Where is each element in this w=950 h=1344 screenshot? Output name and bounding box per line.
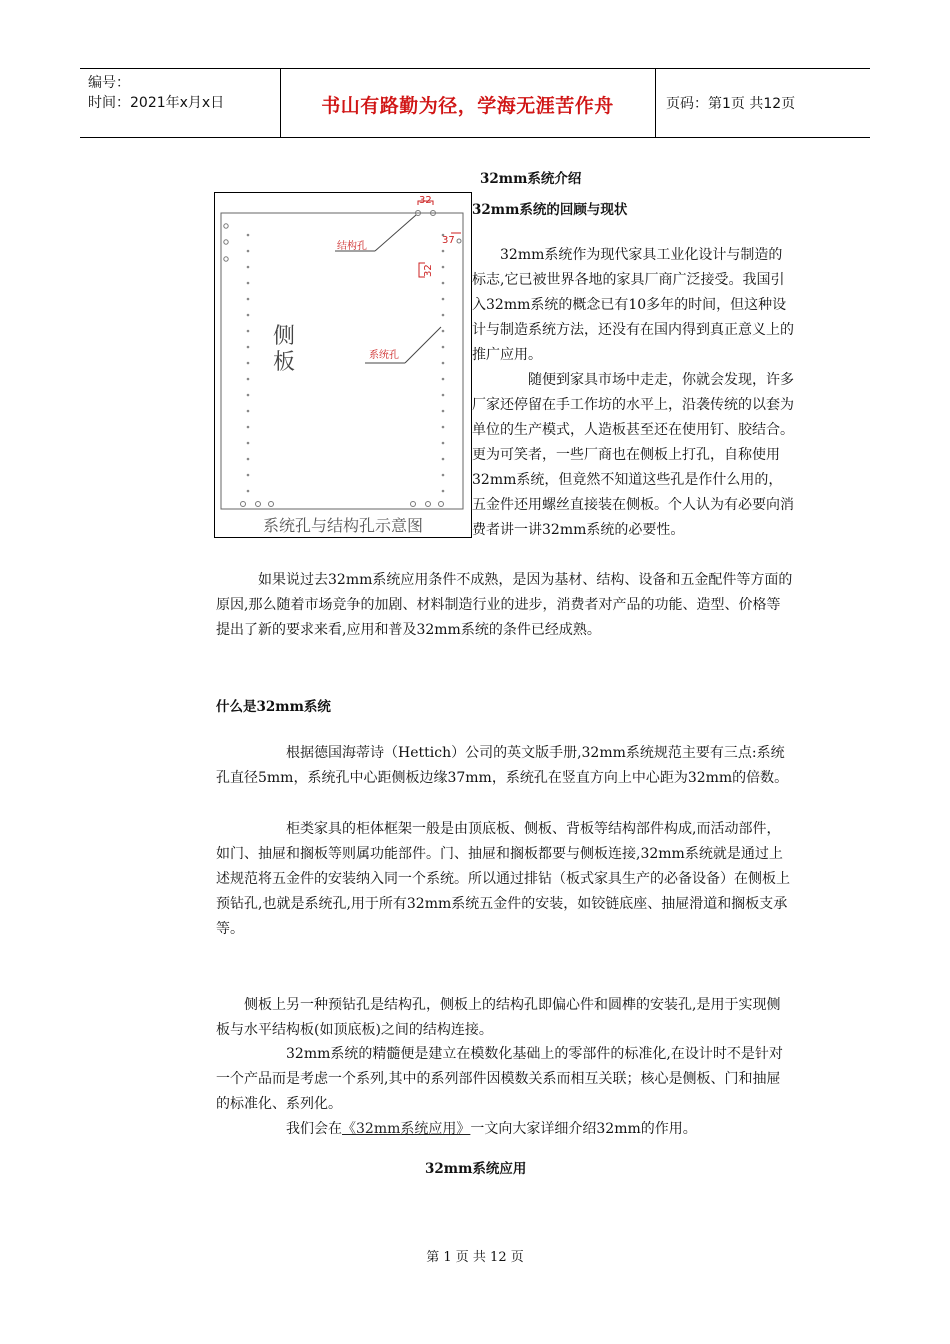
paragraph xyxy=(214,368,794,543)
header-divider xyxy=(655,69,656,137)
paragraph xyxy=(472,243,794,368)
dim-side-label: 32 xyxy=(423,264,434,277)
paragraph-text: 随便到家具市场中走走，你就会发现，许多厂家还停留在手工作坊的水平上，沿袭传统的以套为单位的生产模式，人造板甚至还在使用钉、胶结合。更为可笑者，一些厂商也在侧板上打孔，自称使用32mm系统，但竟然不知道这些孔是作什么用的，五金件还用螺丝直接装在侧板。个人认为有必要向消费者讲一讲32mm系统的必要性。 xyxy=(472,372,794,538)
header-page-number: 页码：第1页 共12页 xyxy=(666,96,796,112)
header-number: 编号： xyxy=(88,75,130,91)
dim-top-label: 32 xyxy=(419,195,432,206)
struct-hole-label: 结构孔 xyxy=(337,241,367,252)
panel-label-top: 侧 xyxy=(273,324,296,349)
paragraph-text: 柜类家具的柜体框架一般是由顶底板、侧板、背板等结构部件构成,而活动部件，如门、抽屉和搁板等则属功能部件。门、抽屉和搁板都要与侧板连接,32mm系统就是通过上述规范将五金件的安装纳入同一个系统。所以通过排钻（板式家具生产的必备设备）在侧板上预钻孔,也就是系统孔,用于所有32mm系统五金件的安装，如铰链底座、抽屉滑道和搁板支承等。 xyxy=(216,821,790,937)
panel-label-bottom: 板 xyxy=(273,350,296,375)
figure-caption: 系统孔与结构孔示意图 xyxy=(262,516,424,535)
article-link[interactable]: 《32mm系统应用》 xyxy=(342,1121,471,1137)
paragraph-indent-spacer xyxy=(214,368,472,543)
paragraph xyxy=(216,741,794,791)
page-footer: 第 1 页 共 12 页 xyxy=(426,1250,524,1265)
paragraph-text: 一文向大家详细介绍32mm的作用。 xyxy=(470,1121,697,1137)
paragraph-text: 如果说过去32mm系统应用条件不成熟，是因为基材、结构、设备和五金配件等方面的原因,那么随着市场竞争的加剧、材料制造行业的进步，消费者对产品的功能、造型、价格等提出了新的要求来看,应用和普及32mm系统的条件已经成熟。 xyxy=(216,572,793,638)
paragraph-text: 32mm系统的精髓便是建立在模数化基础上的零部件的标准化,在设计时不是针对一个产品而是考虑一个系列,其中的系列部件因模数关系而相互关联；核心是侧板、门和抽屉的标准化、系列化。 xyxy=(216,1046,783,1112)
system-hole-label: 系统孔 xyxy=(369,350,399,361)
paragraph-text: 32mm系统作为现代家具工业化设计与制造的标志,它已被世界各地的家具厂商广泛接受。我国引入32mm系统的概念已有10多年的时间，但这种设计与制造系统方法，还没有在国内得到真正意义上的推广应用。 xyxy=(472,247,794,363)
paragraph-text: 我们会在 xyxy=(286,1121,342,1137)
paragraph xyxy=(216,1117,794,1142)
section-heading-application: 32mm系统应用 xyxy=(425,1161,527,1177)
header-motto: 书山有路勤为径，学海无涯苦作舟 xyxy=(321,95,614,117)
paragraph xyxy=(216,1042,794,1117)
paragraph-text: 侧板上另一种预钻孔是结构孔，侧板上的结构孔即偏心件和圆榫的安装孔,是用于实现侧板与水平结构板(如顶底板)之间的结构连接。 xyxy=(216,997,781,1038)
section-heading-review: 32mm系统的回顾与现状 xyxy=(472,202,628,218)
dim-right-label: 37 xyxy=(442,235,455,246)
paragraph xyxy=(216,993,794,1043)
page-header xyxy=(80,68,870,138)
leader-lines xyxy=(335,215,441,363)
page-title: 32mm系统介绍 xyxy=(480,171,582,187)
left-structure-holes xyxy=(224,224,228,261)
header-meta xyxy=(88,73,224,113)
section-heading-what-is: 什么是32mm系统 xyxy=(216,699,331,715)
header-time: 时间：2021年x月x日 xyxy=(88,95,225,111)
paragraph xyxy=(216,568,794,643)
paragraph xyxy=(216,817,794,942)
paragraph-text: 根据德国海蒂诗（Hettich）公司的英文版手册,32mm系统规范主要有三点:系统孔直径5mm，系统孔中心距侧板边缘37mm，系统孔在竖直方向上中心距为32mm的倍数。 xyxy=(216,745,789,786)
